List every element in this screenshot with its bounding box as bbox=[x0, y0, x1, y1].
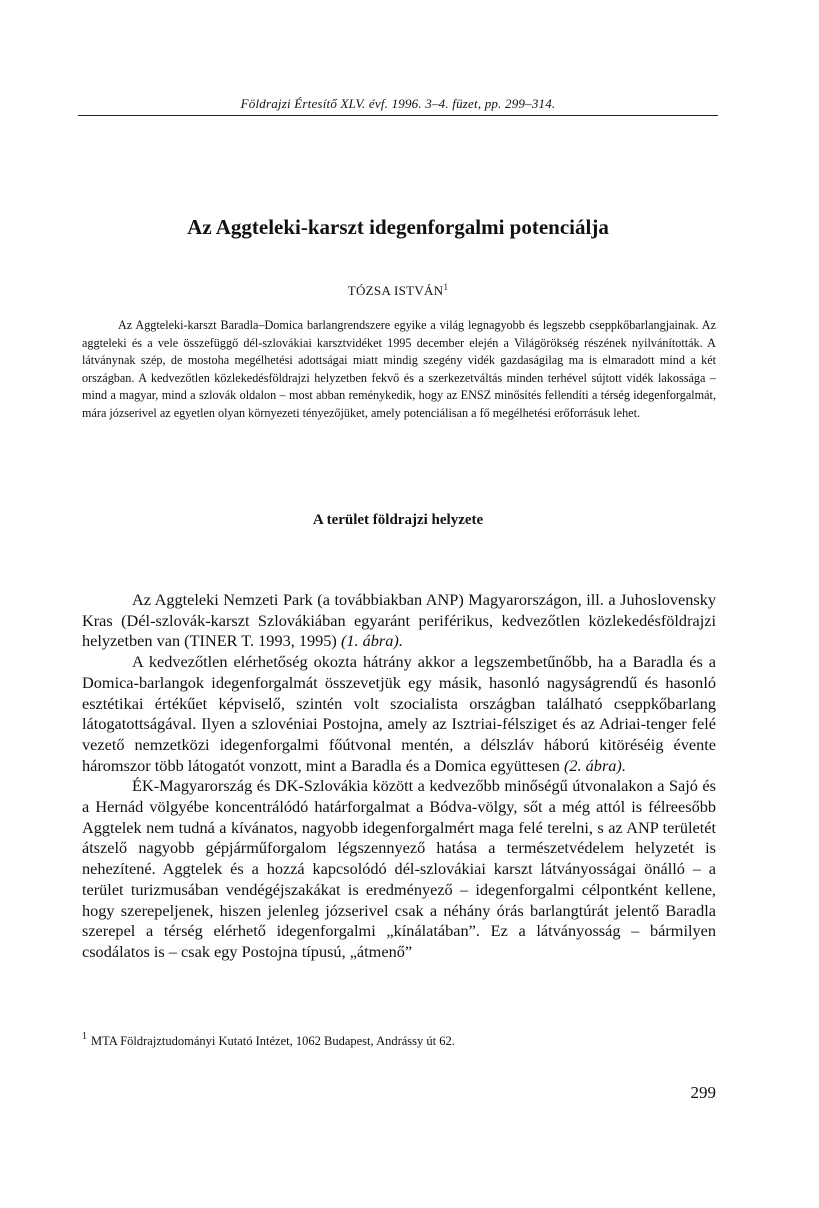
article-title: Az Aggteleki-karszt idegenforgalmi potenciálja bbox=[187, 215, 609, 239]
body-paragraph-1 bbox=[82, 590, 716, 652]
footnote bbox=[82, 1032, 716, 1050]
footnote-text: MTA Földrajztudományi Kutató Intézet, 1062 Budapest, Andrássy út 62. bbox=[91, 1034, 455, 1048]
journal-header: Földrajzi Értesítő XLV. évf. 1996. 3–4. füzet, pp. 299–314. bbox=[240, 96, 556, 111]
footnote-mark: 1 bbox=[82, 1031, 87, 1042]
body-paragraph-2 bbox=[82, 652, 716, 776]
author-footnote-mark: 1 bbox=[443, 282, 449, 292]
body-paragraph-2-text: A kedvezőtlen elérhetőség okozta hátrány akkor a legszembetűnőbb, ha a Baradla és a Domica-barlangok idegenforgalmát összevetjük egy másik, hasonló nagyságrendű és hasonló esztétikai értékűet képviselő, szintén volt szocialista országban található cseppkőbarlang látogatottságával. Ilyen a szlovéniai Postojna, amely az Isztriai-félsziget és az Adriai-tenger felé vezető nemzetközi idegenforgalmi főútvonal mentén, a délszláv háború kitöréséig évente háromszor több látogatót vonzott, mint a Baradla és a Domica együttesen bbox=[82, 652, 716, 775]
body-paragraph-3: ÉK-Magyarország és DK-Szlovákia között a kedvezőbb minőségű útvonalakon a Sajó és a Hernád völgyébe koncentrálódó határforgalmat a Bódva-völgy, sőt a még attól is félreesőbb Aggtelek nem tudná a kívánatos, nagyobb idegenforgalmért maga felé terelni, s az ANP területét átszelő nagyobb gépjárműforgalom légszennyező hatása a természetvédelem helyzetét is nehezítené. Aggtelek és a hozzá kapcsolódó dél-szlovákiai karszt látványosságai önálló – a terület turizmusában vendégéjszakákat is eredményező – idegenforgalmi célpontként kellene, hogy szerepeljenek, hiszen jelenleg józserivel csak a néhány órás barlangtúrát jelentő Baradla szerepel a térség elérhető idegenforgalmi „kínálatában”. Ez a látványosság – bármilyen csodálatos is – csak egy Postojna típusú, „átmenő” bbox=[82, 776, 716, 961]
body-paragraph-1-text: Az Aggteleki Nemzeti Park (a továbbiakban ANP) Magyarországon, ill. a Juhoslovensky Kras (Dél-szlovák-karszt Szlovákiában egyaránt periférikus, kedvezőtlen közlekedésföldrajzi helyzetben van (TINER T. 1993, 1995) bbox=[82, 590, 716, 651]
header-rule bbox=[78, 115, 718, 116]
body-text bbox=[82, 590, 716, 963]
figure-reference-1: (1. ábra). bbox=[340, 631, 403, 651]
author-line bbox=[78, 282, 718, 300]
abstract: Az Aggteleki-karszt Baradla–Domica barlangrendszere egyike a világ legnagyobb és legszebb cseppkőbarlangjainak. Az aggteleki és a vele összefüggő dél-szlovákiai karsztvidéket 1995 december elején a Világörökség részének nyilvánították. A látványnak szép, de mostoha megélhetési adottságai miatt mindig szegény vidék gazdaságilag ma is elmaradott mind a két országban. A kedvezőtlen közlekedésföldrajzi helyzetben fekvő és a szerkezetváltás minden terhével sújtott vidék lakossága – mind a magyar, mind a szlovák oldalon – most abban reménykedik, hogy az ENSZ minősítés fellendíti a térség idegenforgalmát, mára józserivel az egyetlen olyan környezeti tényezőjüket, amely potenciálisan a fő megélhetési erőforrásuk lehet. bbox=[82, 318, 716, 420]
author-name: TÓZSA ISTVÁN bbox=[347, 283, 444, 298]
page-number: 299 bbox=[690, 1083, 716, 1102]
section-title: A terület földrajzi helyzete bbox=[312, 512, 484, 528]
figure-reference-2: (2. ábra). bbox=[563, 755, 626, 775]
